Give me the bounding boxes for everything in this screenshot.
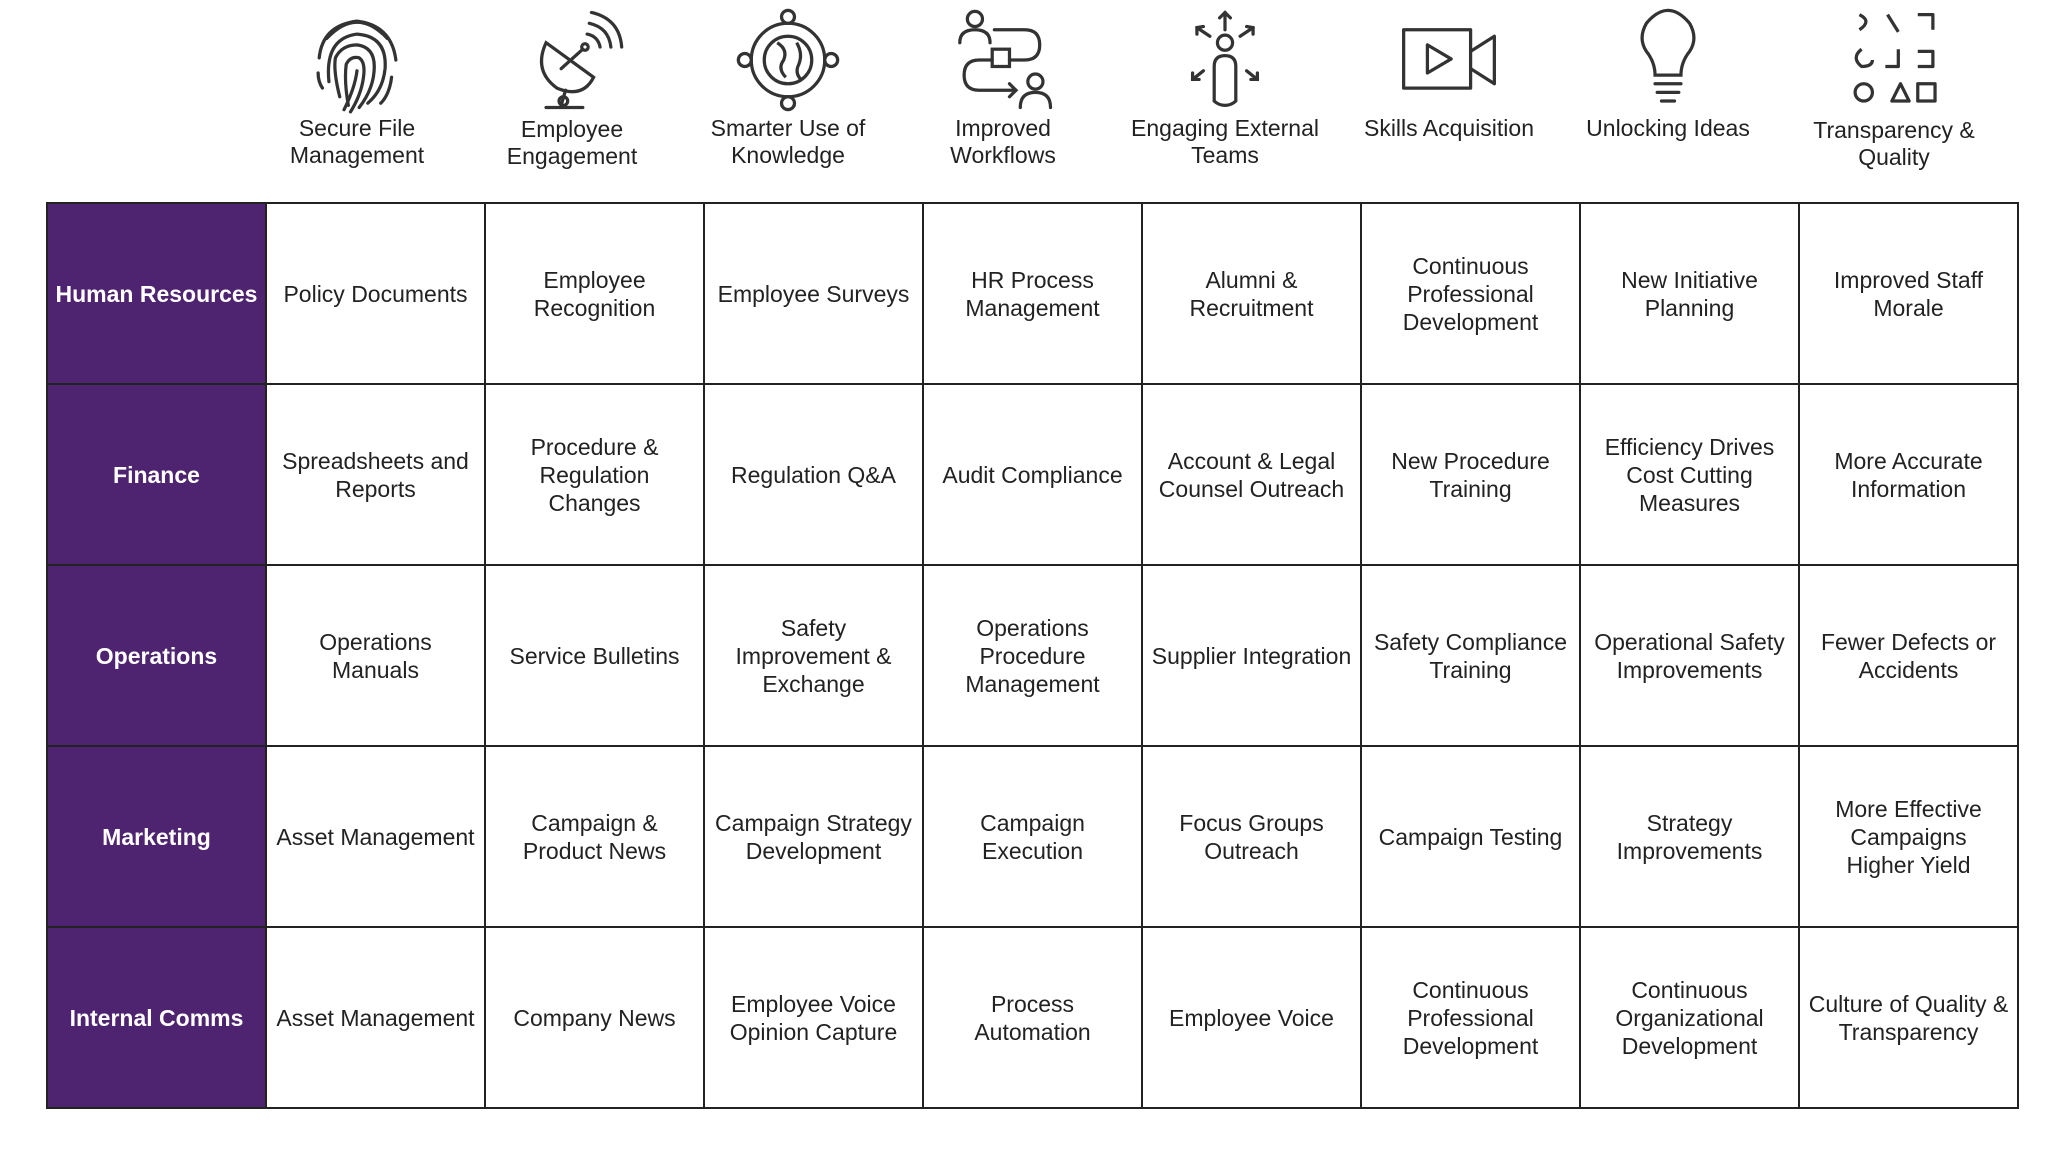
cell-text: New Initiative xyxy=(1621,266,1758,293)
cell-text: Continuous xyxy=(1412,252,1529,279)
matrix-cell xyxy=(1143,566,1362,747)
cell-text: Regulation Q&A xyxy=(731,461,896,488)
matrix-cell xyxy=(267,385,486,566)
satellite-dish-icon xyxy=(517,6,627,114)
department-matrix xyxy=(46,202,2019,1109)
matrix-cell xyxy=(1143,747,1362,928)
matrix-cell xyxy=(267,566,486,747)
cell-text: Changes xyxy=(548,489,641,516)
cell-text: Outreach xyxy=(1204,837,1299,864)
column-header-label: Transparency & Quality xyxy=(1813,117,1975,170)
cell-text: Exchange xyxy=(762,670,865,697)
matrix-cell xyxy=(1362,385,1581,566)
column-headers xyxy=(0,0,2048,200)
fingerprint-icon xyxy=(302,6,412,114)
person-arrows-icon xyxy=(1170,6,1280,114)
column-header-label: Employee Engagement xyxy=(506,116,638,169)
matrix-cell xyxy=(1800,747,2019,928)
cell-text: Higher Yield xyxy=(1846,851,1971,878)
cell-text: New Procedure xyxy=(1391,447,1550,474)
row-header-finance: Finance xyxy=(48,385,267,566)
matrix-cell xyxy=(705,928,924,1109)
cell-text: Employee Voice xyxy=(1169,1004,1334,1031)
matrix-cell xyxy=(1362,566,1581,747)
row-header-marketing: Marketing xyxy=(48,747,267,928)
cell-text: Measures xyxy=(1639,489,1740,516)
matrix-cell xyxy=(1143,928,1362,1109)
matrix-cell xyxy=(705,204,924,385)
cell-text: Procedure & xyxy=(530,433,659,460)
cell-text: Alumni & xyxy=(1205,266,1298,293)
column-header-label: Skills Acquisition xyxy=(1363,115,1535,141)
cell-text: Recruitment xyxy=(1189,294,1314,321)
matrix-cell xyxy=(705,385,924,566)
cell-text: Regulation xyxy=(539,461,650,488)
cell-text: Efficiency Drives xyxy=(1604,433,1775,460)
cell-text: Transparency xyxy=(1838,1018,1979,1045)
cell-text: Campaigns xyxy=(1850,823,1967,850)
cell-text: Training xyxy=(1429,475,1512,502)
cell-text: Asset Management xyxy=(276,1004,475,1031)
cell-text: Organizational xyxy=(1615,1004,1764,1031)
cell-text: Campaign xyxy=(980,809,1085,836)
cell-text: Campaign Testing xyxy=(1378,823,1563,850)
matrix-cell xyxy=(924,385,1143,566)
matrix-cell xyxy=(924,566,1143,747)
matrix-cell xyxy=(705,747,924,928)
cell-text: Improved Staff xyxy=(1833,266,1984,293)
matrix-cell xyxy=(1800,204,2019,385)
cell-text: Culture of Quality & xyxy=(1808,990,2009,1017)
cell-text: More Accurate xyxy=(1834,447,1983,474)
matrix-cell xyxy=(1800,566,2019,747)
matrix-cell xyxy=(267,747,486,928)
cell-text: Spreadsheets and xyxy=(282,447,469,474)
cell-text: Professional xyxy=(1407,280,1534,307)
column-header-smarter-knowledge xyxy=(678,0,898,200)
column-header-label: Secure File Management xyxy=(289,115,425,168)
cell-text: Execution xyxy=(981,837,1083,864)
matrix-cell xyxy=(924,928,1143,1109)
matrix-cell xyxy=(486,204,705,385)
matrix-cell xyxy=(486,747,705,928)
column-header-transparency-quality xyxy=(1784,0,2004,200)
cell-text: Operations xyxy=(319,628,432,655)
cell-text: Employee xyxy=(543,266,646,293)
cell-text: Management xyxy=(965,670,1100,697)
matrix-cell xyxy=(486,566,705,747)
matrix-cell xyxy=(1800,385,2019,566)
matrix-cell xyxy=(924,747,1143,928)
video-camera-icon xyxy=(1394,6,1504,114)
matrix-cell xyxy=(1143,385,1362,566)
cell-text: Improvements xyxy=(1616,837,1763,864)
cell-text: Campaign Strategy xyxy=(715,809,912,836)
matrix-cell xyxy=(486,385,705,566)
cell-text: Development xyxy=(1402,1032,1539,1059)
matrix-cell xyxy=(924,204,1143,385)
cell-text: Morale xyxy=(1873,294,1944,321)
row-header-operations: Operations xyxy=(48,566,267,747)
column-header-secure-file xyxy=(247,0,467,200)
shapes-grid-icon xyxy=(1839,6,1949,114)
lightbulb-icon xyxy=(1613,6,1723,114)
column-header-engaging-external xyxy=(1115,0,1335,200)
column-header-label: Improved Workflows xyxy=(950,115,1056,168)
cell-text: Operations xyxy=(976,614,1089,641)
cell-text: Automation xyxy=(974,1018,1091,1045)
cell-text: Safety xyxy=(780,614,847,641)
cell-text: Company News xyxy=(513,1004,676,1031)
matrix-cell xyxy=(1362,928,1581,1109)
matrix-cell xyxy=(267,928,486,1109)
cell-text: Continuous xyxy=(1631,976,1748,1003)
matrix-cell xyxy=(1581,747,1800,928)
cell-text: Procedure xyxy=(979,642,1086,669)
matrix-cell xyxy=(1362,747,1581,928)
matrix-cell xyxy=(486,928,705,1109)
cell-text: Audit Compliance xyxy=(942,461,1123,488)
cell-text: Process xyxy=(990,990,1075,1017)
cell-text: Strategy xyxy=(1646,809,1733,836)
matrix-cell xyxy=(1800,928,2019,1109)
cell-text: Opinion Capture xyxy=(729,1018,898,1045)
cell-text: Planning xyxy=(1644,294,1735,321)
cell-text: Supplier Integration xyxy=(1151,642,1352,669)
cell-text: Information xyxy=(1850,475,1967,502)
matrix-cell xyxy=(1581,928,1800,1109)
column-header-label: Unlocking Ideas xyxy=(1586,115,1750,141)
cell-text: Manuals xyxy=(332,656,419,683)
cell-text: Safety Compliance xyxy=(1373,628,1568,655)
cell-text: Account & Legal xyxy=(1167,447,1336,474)
cell-text: Improvement & xyxy=(735,642,892,669)
matrix-cell xyxy=(1581,385,1800,566)
cell-text: Counsel Outreach xyxy=(1158,475,1345,502)
matrix-cell xyxy=(705,566,924,747)
cell-text: Accidents xyxy=(1858,656,1959,683)
cell-text: More Effective xyxy=(1835,795,1982,822)
cell-text: Policy Documents xyxy=(283,280,468,307)
cell-text: Continuous xyxy=(1412,976,1529,1003)
cell-text: Fewer Defects or xyxy=(1820,628,1997,655)
cell-text: Operational Safety xyxy=(1594,628,1785,655)
workflow-icon xyxy=(948,6,1058,114)
cell-text: Professional xyxy=(1407,1004,1534,1031)
column-header-unlocking-ideas xyxy=(1558,0,1778,200)
column-header-skills-acquisition xyxy=(1339,0,1559,200)
cell-text: HR Process xyxy=(971,266,1094,293)
cell-text: Focus Groups xyxy=(1179,809,1324,836)
cell-text: Service Bulletins xyxy=(509,642,680,669)
cell-text: Product News xyxy=(522,837,667,864)
globe-network-icon xyxy=(733,6,843,114)
cell-text: Improvements xyxy=(1616,656,1763,683)
row-header-internal-comms: Internal Comms xyxy=(48,928,267,1109)
matrix-cell xyxy=(1143,204,1362,385)
column-header-improved-workflows xyxy=(893,0,1113,200)
matrix-cell xyxy=(1581,566,1800,747)
column-header-label: Engaging External Teams xyxy=(1131,115,1319,168)
cell-text: Reports xyxy=(335,475,416,502)
matrix-cell xyxy=(1362,204,1581,385)
cell-text: Asset Management xyxy=(276,823,475,850)
cell-text: Development xyxy=(1402,308,1539,335)
cell-text: Employee Voice xyxy=(731,990,896,1017)
cell-text: Development xyxy=(745,837,882,864)
cell-text: Development xyxy=(1621,1032,1758,1059)
column-header-label: Smarter Use of Knowledge xyxy=(710,115,866,168)
cell-text: Management xyxy=(965,294,1100,321)
cell-text: Campaign & xyxy=(531,809,658,836)
cell-text: Employee Surveys xyxy=(717,280,910,307)
cell-text: Cost Cutting xyxy=(1626,461,1753,488)
row-header-human-resources: Human Resources xyxy=(48,204,267,385)
column-header-employee-engagement xyxy=(462,0,682,200)
matrix-cell xyxy=(1581,204,1800,385)
cell-text: Recognition xyxy=(533,294,656,321)
matrix-cell xyxy=(267,204,486,385)
cell-text: Training xyxy=(1429,656,1512,683)
